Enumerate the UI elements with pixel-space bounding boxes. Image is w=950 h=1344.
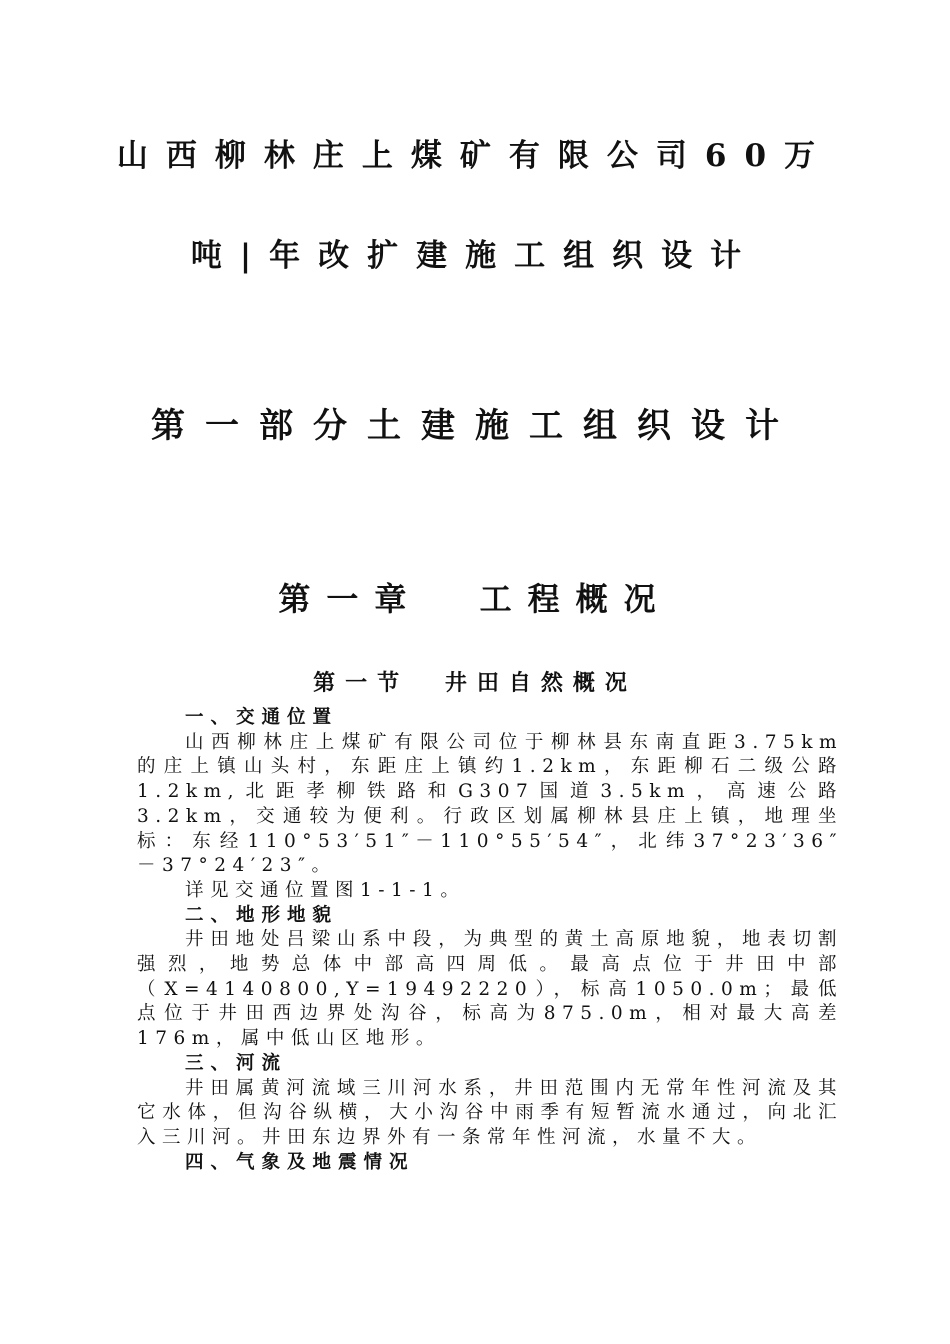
document-title-line-1: 山西柳林庄上煤矿有限公司60万 [116,138,834,174]
subsection-heading-rivers: 三、河流 [185,1052,288,1074]
paragraph-terrain: 井田地处吕梁山系中段，为典型的黄土高原地貌，地表切割强烈，地势总体中部高四周低。最高点位于井田中部（X=4140800,Y=19492220），标高1050.0m；最低点位于井田西边界处沟谷，标高为875.0m，相对最大高差176m，属中低山区地形。 [137,929,843,1050]
section-title: 第一节 井田自然概况 [313,670,637,696]
chapter-title: 第一章 工程概况 [278,580,672,618]
subsection-heading-climate: 四、气象及地震情况 [185,1151,415,1173]
paragraph-traffic-location: 山西柳林庄上煤矿有限公司位于柳林县东南直距3.75km的庄上镇山头村，东距庄上镇约1.2km，东距柳石二级公路1.2km,北距孝柳铁路和G307国道3.5km，高速公路3.2km，交通较为便利。行政区划属柳林县庄上镇，地理坐标：东经110°53′51″－110°55′54″，北纬37°23′36″－37°24′23″。 [137,731,843,877]
document-title-line-2: 吨|年改扩建施工组织设计 [190,238,760,274]
paragraph-rivers: 井田属黄河流域三川河水系，井田范围内无常年性河流及其它水体，但沟谷纵横，大小沟谷中雨季有短暂流水通过，向北汇入三川河。井田东边界外有一条常年性河流，水量不大。 [137,1077,843,1148]
subsection-heading-terrain: 二、地形地貌 [185,904,339,926]
subsection-heading-traffic: 一、交通位置 [185,707,339,728]
section-body [137,706,843,1175]
part-title: 第一部分土建施工组织设计 [151,406,799,446]
paragraph-traffic-map-ref: 详见交通位置图1-1-1。 [185,879,466,901]
